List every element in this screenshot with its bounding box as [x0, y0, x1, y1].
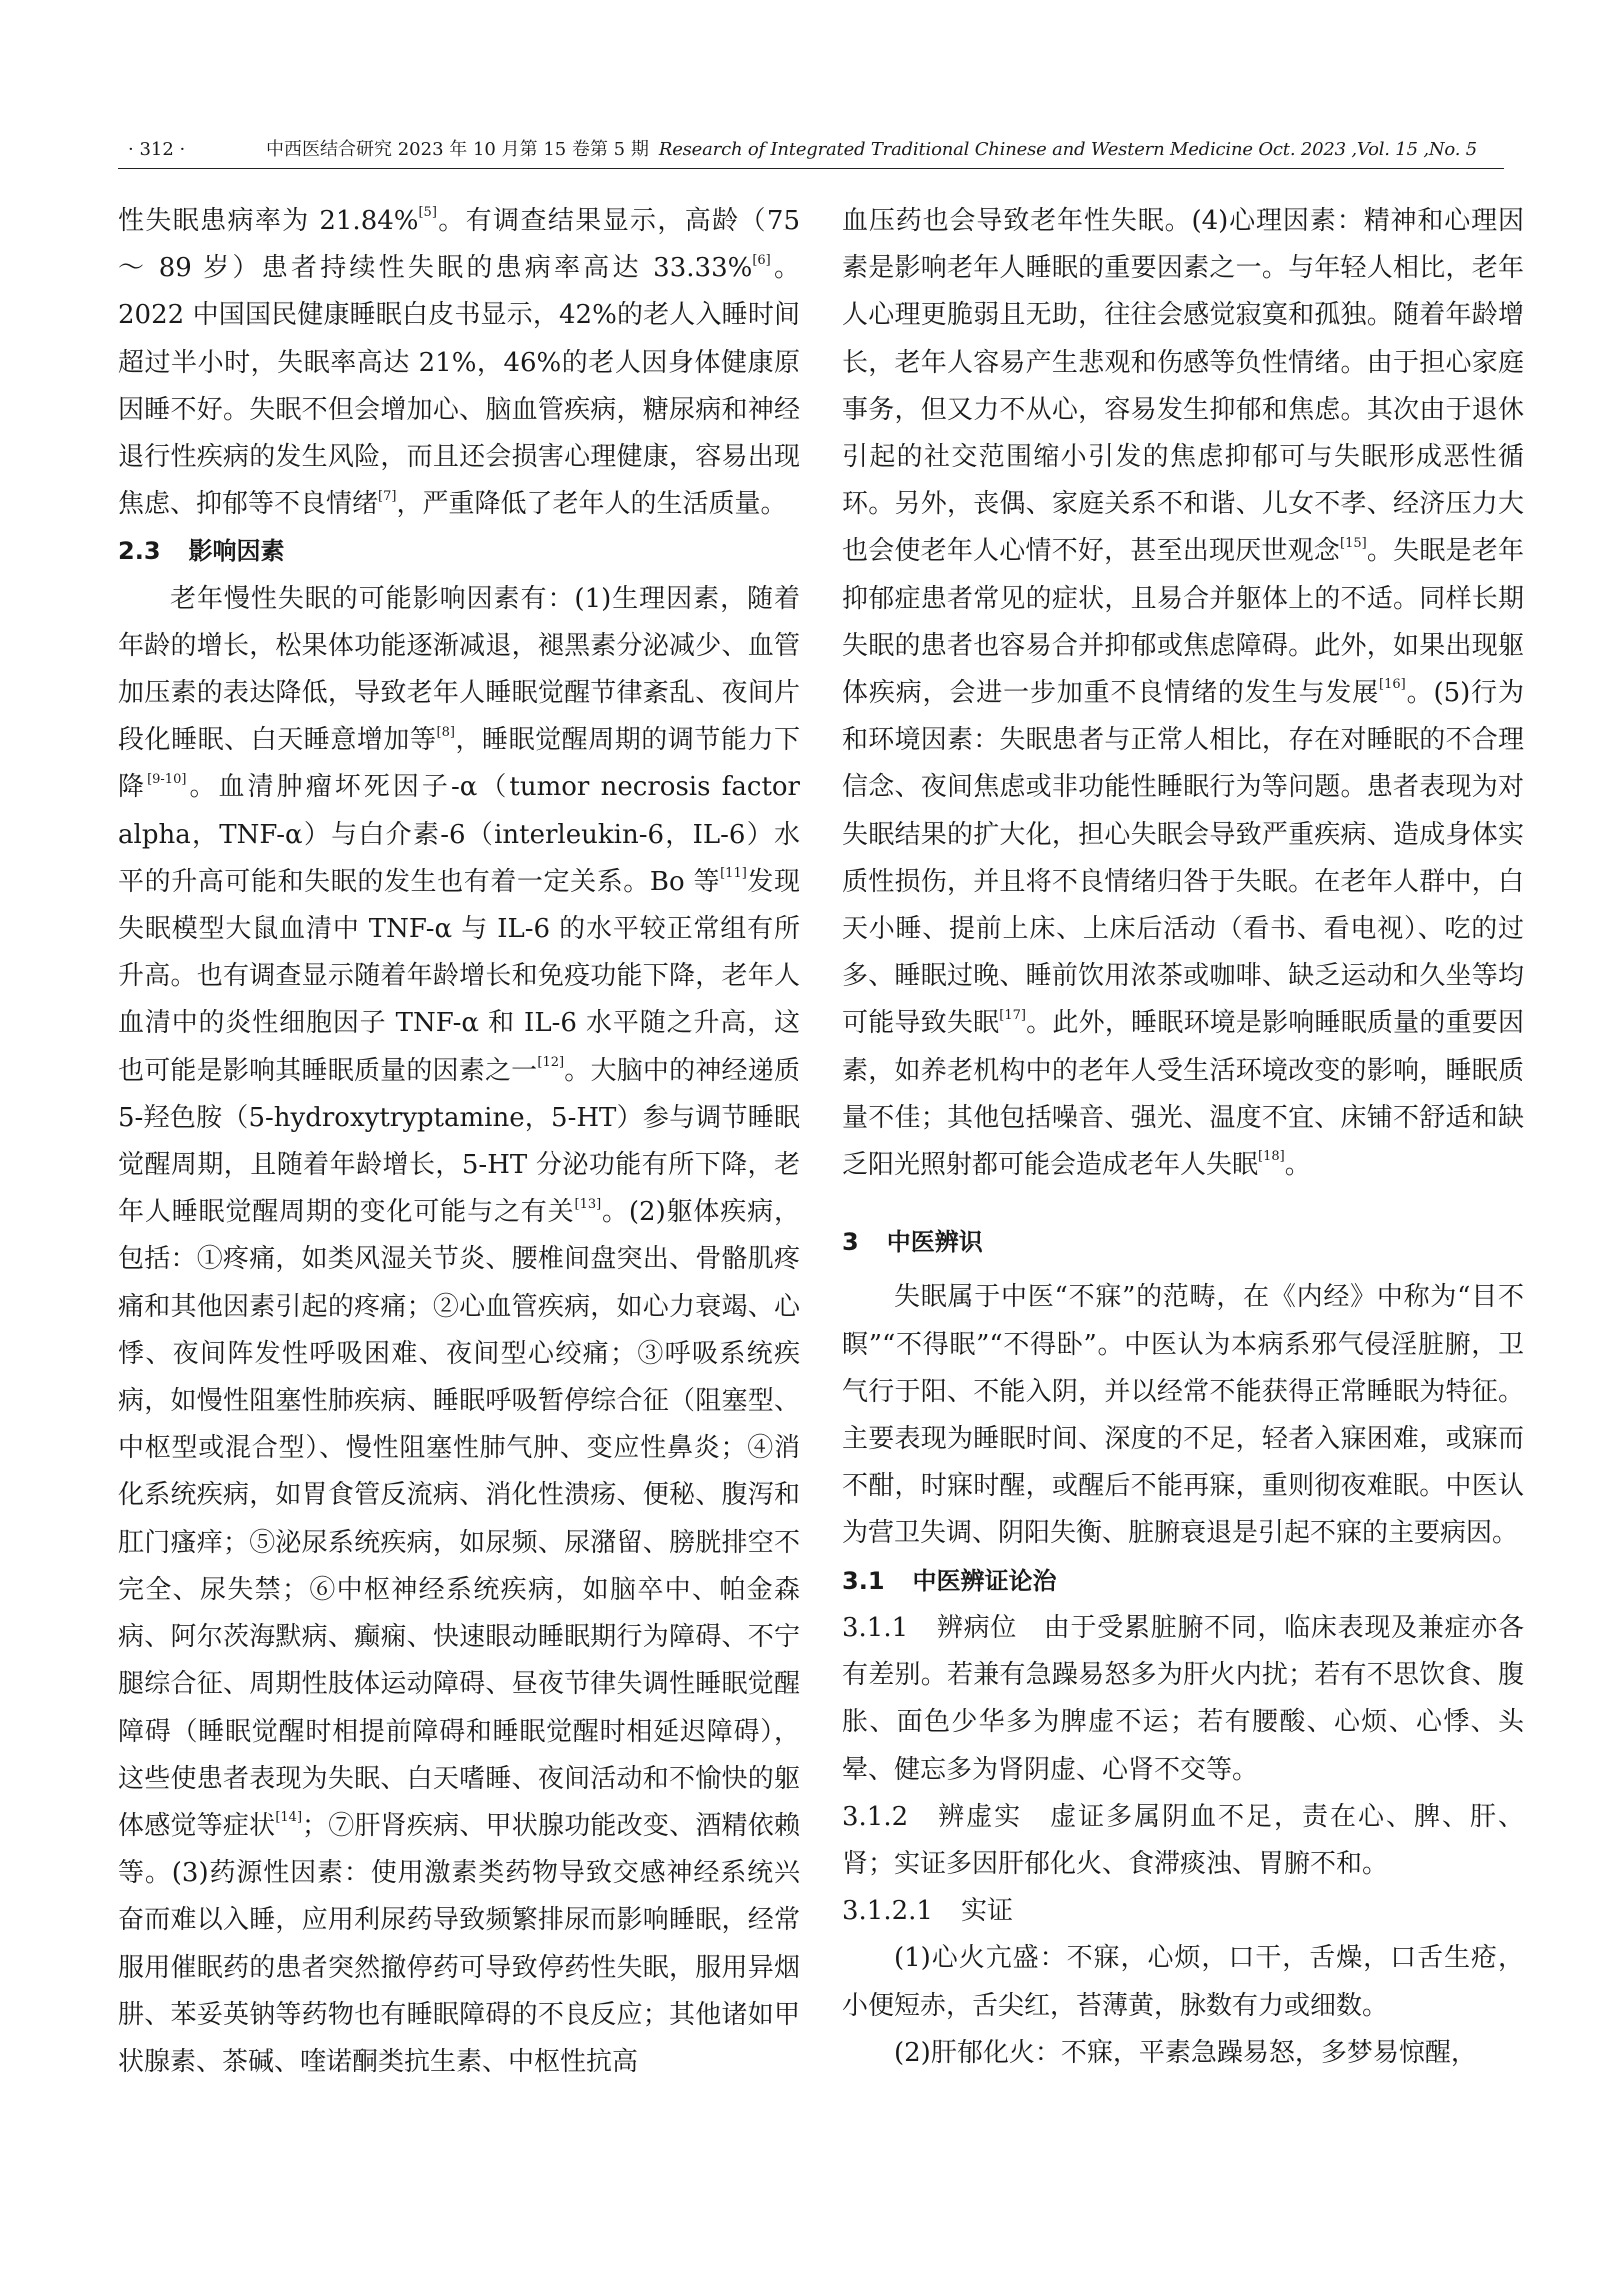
paragraph: 失眠属于中医“不寐”的范畴，在《内经》中称为“目不瞑”“不得眠”“不得卧”。中医认为本病系邪气侵淫脏腑，卫气行于阳、不能入阴，并以经常不能获得正常睡眠为特征。主要表现为睡眠时间、深度的不足，轻者入寐困难，或寐而不酣，时寐时醒，或醒后不能再寐，重则彻夜难眠。中医认为营卫失调、阴阳失衡、脏腑衰退是引起不寐的主要病因。	[842, 1282, 1524, 1549]
paragraph: (1)心火亢盛：不寐，心烦，口干，舌燥，口舌生疮，小便短赤，舌尖红，苔薄黄，脉数有力或细数。	[842, 1943, 1524, 2021]
subsection-3-1-2-1: 3.1.2.1 实证	[842, 1896, 1013, 1927]
journal-name-cn: 中西医结合研究 2023 年 10 月第 15 卷第 5 期	[266, 139, 649, 160]
section-heading-3: 3 中医辨识	[842, 1228, 983, 1257]
section-heading-2-3: 2.3 影响因素	[118, 537, 285, 566]
citation: [12]	[537, 1055, 565, 1070]
subsection-3-1-1: 3.1.1 辨病位 由于受累脏腑不同，临床表现及兼症亦各有差别。若兼有急躁易怒多为肝火内扰；若有不思饮食、腹胀、面色少华多为脾虚不运；若有腰酸、心烦、心悸、头晕、健忘多为肾阴虚、心肾不交等。	[842, 1612, 1524, 1785]
left-column	[118, 198, 800, 2086]
citation: [18]	[1258, 1149, 1285, 1165]
citation: [15]	[1340, 535, 1367, 551]
citation: [13]	[574, 1196, 602, 1212]
citation: [5]	[418, 205, 437, 221]
journal-info	[266, 134, 1477, 166]
citation: [8]	[436, 724, 455, 740]
paragraph: 性失眠患病率为 21.84%[5]。有调查结果显示，高龄（75 ～ 89 岁）患者持续性失眠的患病率高达 33.33%[6]。2022 中国国民健康睡眠白皮书显示，42%的老人入睡时间超过半小时，失眠率高达 21%，46%的老人因身体健康原因睡不好。失眠不但会增加心、脑血管疾病，糖尿病和神经退行性疾病的发生风险，而且还会损害心理健康，容易出现焦虑、抑郁等不良情绪[7]，严重降低了老年人的生活质量。	[118, 205, 800, 520]
right-column	[842, 198, 1524, 2077]
spacer	[842, 1189, 1524, 1213]
citation: [11]	[720, 866, 747, 882]
paragraph: 老年慢性失眠的可能影响因素有：(1)生理因素，随着年龄的增长，松果体功能逐渐减退，褪黑素分泌减少、血管加压素的表达降低，导致老年人睡眠觉醒节律紊乱、夜间片段化睡眠、白天睡意增加等[8]，睡眠觉醒周期的调节能力下降[9-10]。血清肿瘤坏死因子-α（tumor necrosis factor alpha，TNF-α）与白介素-6（interleukin-6，IL-6）水平的升高可能和失眠的发生也有着一定关系。Bo 等[11]发现失眠模型大鼠血清中 TNF-α 与 IL-6 的水平较正常组有所升高。也有调查显示随着年龄增长和免疫功能下降，老年人血清中的炎性细胞因子 TNF-α 和 IL-6 水平随之升高，这也可能是影响其睡眠质量的因素之一[12]。大脑中的神经递质 5-羟色胺（5-hydroxytryptamine，5-HT）参与调节睡眠觉醒周期，且随着年龄增长，5-HT 分泌功能有所下降，老年人睡眠觉醒周期的变化可能与之有关[13]。(2)躯体疾病，包括：①疼痛，如类风湿关节炎、腰椎间盘突出、骨骼肌疼痛和其他因素引起的疼痛；②心血管疾病，如心力衰竭、心悸、夜间阵发性呼吸困难、夜间型心绞痛；③呼吸系统疾病，如慢性阻塞性肺疾病、睡眠呼吸暂停综合征（阻塞型、中枢型或混合型）、慢性阻塞性肺气肿、变应性鼻炎；④消化系统疾病，如胃食管反流病、消化性溃疡、便秘、腹泻和肛门瘙痒；⑤泌尿系统疾病，如尿频、尿潴留、膀胱排空不完全、尿失禁；⑥中枢神经系统疾病，如脑卒中、帕金森病、阿尔茨海默病、癫痫、快速眼动睡眠期行为障碍、不宁腿综合征、周期性肢体运动障碍、昼夜节律失调性睡眠觉醒障碍（睡眠觉醒时相提前障碍和睡眠觉醒时相延迟障碍），这些使患者表现为失眠、白天嗜睡、夜间活动和不愉快的躯体感觉等症状[14]；⑦肝肾疾病、甲状腺功能改变、酒精依赖等。(3)药源性因素：使用激素类药物导致交感神经系统兴奋而难以入睡，应用利尿药导致频繁排尿而影响睡眠，经常服用催眠药的患者突然撤停药可导致停药性失眠，服用异烟肼、苯妥英钠等药物也有睡眠障碍的不良反应；其他诸如甲状腺素、茶碱、喹诺酮类抗生素、中枢性抗高	[118, 583, 800, 2077]
citation: [17]	[999, 1007, 1026, 1023]
citation: [9-10]	[147, 771, 187, 787]
page-number: · 312 ·	[128, 139, 186, 160]
paragraph: (2)肝郁化火：不寐，平素急躁易怒，多梦易惊醒，	[894, 2037, 1477, 2068]
citation: [14]	[275, 1810, 303, 1826]
citation: [16]	[1379, 677, 1406, 693]
section-heading-3-1: 3.1 中医辨证论治	[842, 1566, 1057, 1595]
journal-name-en: Research of Integrated Traditional Chinese and Western Medicine Oct. 2023 ,Vol. 15 ,No. 5	[658, 139, 1478, 160]
subsection-3-1-2: 3.1.2 辨虚实 虚证多属阴血不足，责在心、脾、肝、肾；实证多因肝郁化火、食滞痰浊、胃腑不和。	[842, 1801, 1524, 1879]
paragraph: 血压药也会导致老年性失眠。(4)心理因素：精神和心理因素是影响老年人睡眠的重要因素之一。与年轻人相比，老年人心理更脆弱且无助，往往会感觉寂寞和孤独。随着年龄增长，老年人容易产生悲观和伤感等负性情绪。由于担心家庭事务，但又力不从心，容易发生抑郁和焦虑。其次由于退休引起的社交范围缩小引发的焦虑抑郁可与失眠形成恶性循环。另外，丧偶、家庭关系不和谐、儿女不孝、经济压力大也会使老年人心情不好，甚至出现厌世观念[15]。失眠是老年抑郁症患者常见的症状，且易合并躯体上的不适。同样长期失眠的患者也容易合并抑郁或焦虑障碍。此外，如果出现躯体疾病，会进一步加重不良情绪的发生与发展[16]。(5)行为和环境因素：失眠患者与正常人相比，存在对睡眠的不合理信念、夜间焦虑或非功能性睡眠行为等问题。患者表现为对失眠结果的扩大化，担心失眠会导致严重疾病、造成身体实质性损伤，并且将不良情绪归咎于失眠。在老年人群中，白天小睡、提前上床、上床后活动（看书、看电视）、吃的过多、睡眠过晚、睡前饮用浓茶或咖啡、缺乏运动和久坐等均可能导致失眠[17]。此外，睡眠环境是影响睡眠质量的重要因素，如养老机构中的老年人受生活环境改变的影响，睡眠质量不佳；其他包括噪音、强光、温度不宜、床铺不舒适和缺乏阳光照射都可能会造成老年人失眠[18]。	[842, 206, 1524, 1181]
running-header	[118, 134, 1504, 169]
citation: [6]	[752, 252, 771, 268]
citation: [7]	[378, 488, 397, 504]
